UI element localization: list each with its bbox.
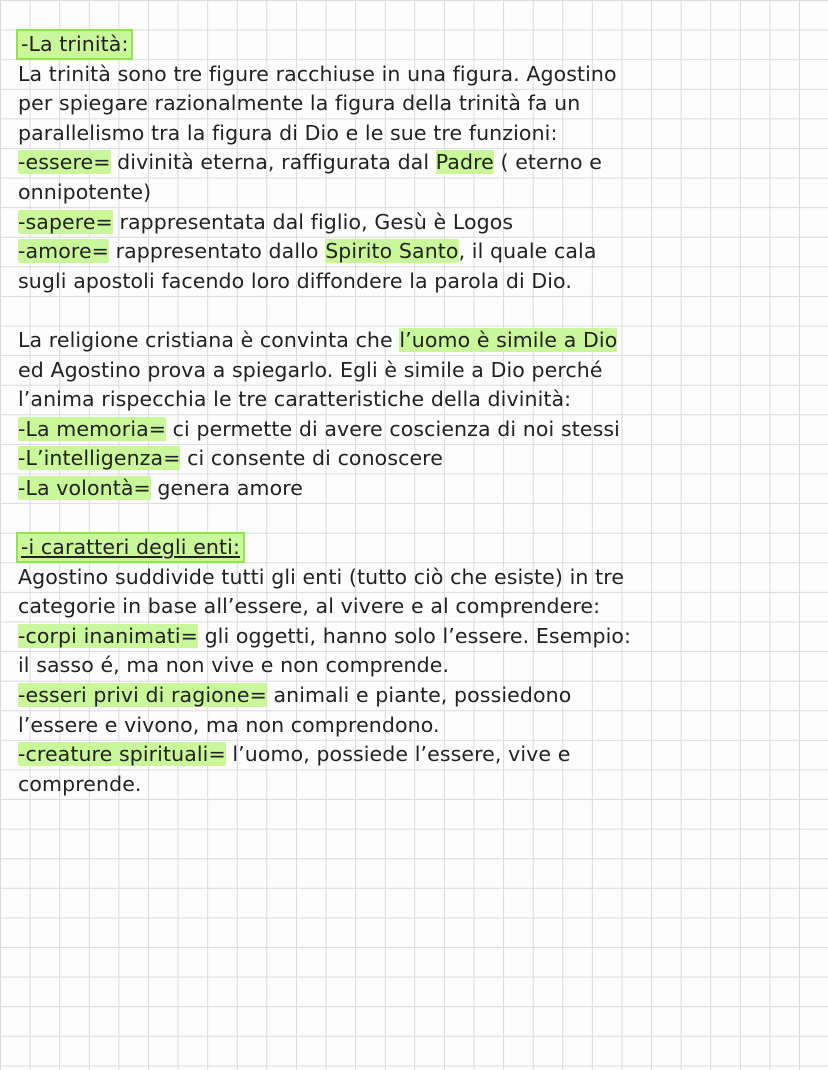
text-essere-2: ( eterno e <box>493 150 602 175</box>
text-line: il sasso é, ma non vive e non comprende. <box>18 653 450 678</box>
key-esseri: -esseri privi di ragione= <box>18 683 267 708</box>
item-creature <box>18 740 818 770</box>
section-title-enti <box>18 533 818 563</box>
item-corpi <box>18 622 818 652</box>
key-essere: -essere= <box>18 150 111 175</box>
item-esseri <box>18 681 818 711</box>
key-corpi: -corpi inanimati= <box>18 623 198 648</box>
key-uomo-simile: l’uomo è simile a Dio <box>399 327 618 352</box>
item-intelligenza <box>18 444 818 474</box>
key-amore: -amore= <box>18 239 109 264</box>
text-memoria: ci permette di avere coscienza di noi stessi <box>166 416 620 441</box>
key-spirito-santo: Spirito Santo <box>325 239 459 264</box>
spacer <box>18 504 818 534</box>
text-creature: l’uomo, possiede l’essere, vive e <box>225 742 571 767</box>
item-amore <box>18 237 818 267</box>
item-sapere <box>18 208 818 238</box>
text-line: l’anima rispecchia le tre caratteristiche della divinità: <box>18 387 572 412</box>
notes-page <box>18 30 818 799</box>
title-trinita: -La trinità: <box>18 31 131 58</box>
spacer <box>18 296 818 326</box>
key-volonta: -La volontà= <box>18 475 151 500</box>
text-line: per spiegare razionalmente la figura della trinità fa un <box>18 91 581 116</box>
text-line: l’essere e vivono, ma non comprendono. <box>18 712 440 737</box>
text-sapere: rappresentata dal figlio, Gesù è Logos <box>112 209 514 234</box>
text-line: comprende. <box>18 771 142 796</box>
text-line: parallelismo tra la figura di Dio e le sue tre funzioni: <box>18 120 558 145</box>
text-line: La trinità sono tre figure racchiuse in una figura. Agostino <box>18 61 617 86</box>
text-corpi: gli oggetti, hanno solo l’essere. Esempio: <box>197 623 632 648</box>
text-amore-2: , il quale cala <box>458 239 597 264</box>
text-line: Agostino suddivide tutti gli enti (tutto ciò che esiste) in tre <box>18 564 625 589</box>
text-essere: divinità eterna, raffigurata dal <box>110 150 436 175</box>
key-creature: -creature spirituali= <box>18 742 226 767</box>
text-line: categorie in base all’essere, al vivere e al comprendere: <box>18 594 601 619</box>
text-volonta: genera amore <box>150 475 303 500</box>
text-intelligenza: ci consente di conoscere <box>180 446 443 471</box>
text-esseri: animali e piante, possiedono <box>266 683 572 708</box>
key-intelligenza: -L’intelligenza= <box>18 446 181 471</box>
text-religione: La religione cristiana è convinta che <box>18 327 400 352</box>
section-title-trinita <box>18 30 818 60</box>
title-enti: -i caratteri degli enti: <box>18 534 243 561</box>
item-essere <box>18 148 818 178</box>
text-line: ed Agostino prova a spiegarlo. Egli è simile a Dio perché <box>18 357 603 382</box>
key-padre: Padre <box>435 150 494 175</box>
item-volonta <box>18 474 818 504</box>
text-line: sugli apostoli facendo loro diffondere la parola di Dio. <box>18 268 572 293</box>
text-amore: rappresentato dallo <box>108 239 326 264</box>
text-line <box>18 326 818 356</box>
key-memoria: -La memoria= <box>18 416 167 441</box>
key-sapere: -sapere= <box>18 209 113 234</box>
item-memoria <box>18 415 818 445</box>
text-line: onnipotente) <box>18 179 152 204</box>
